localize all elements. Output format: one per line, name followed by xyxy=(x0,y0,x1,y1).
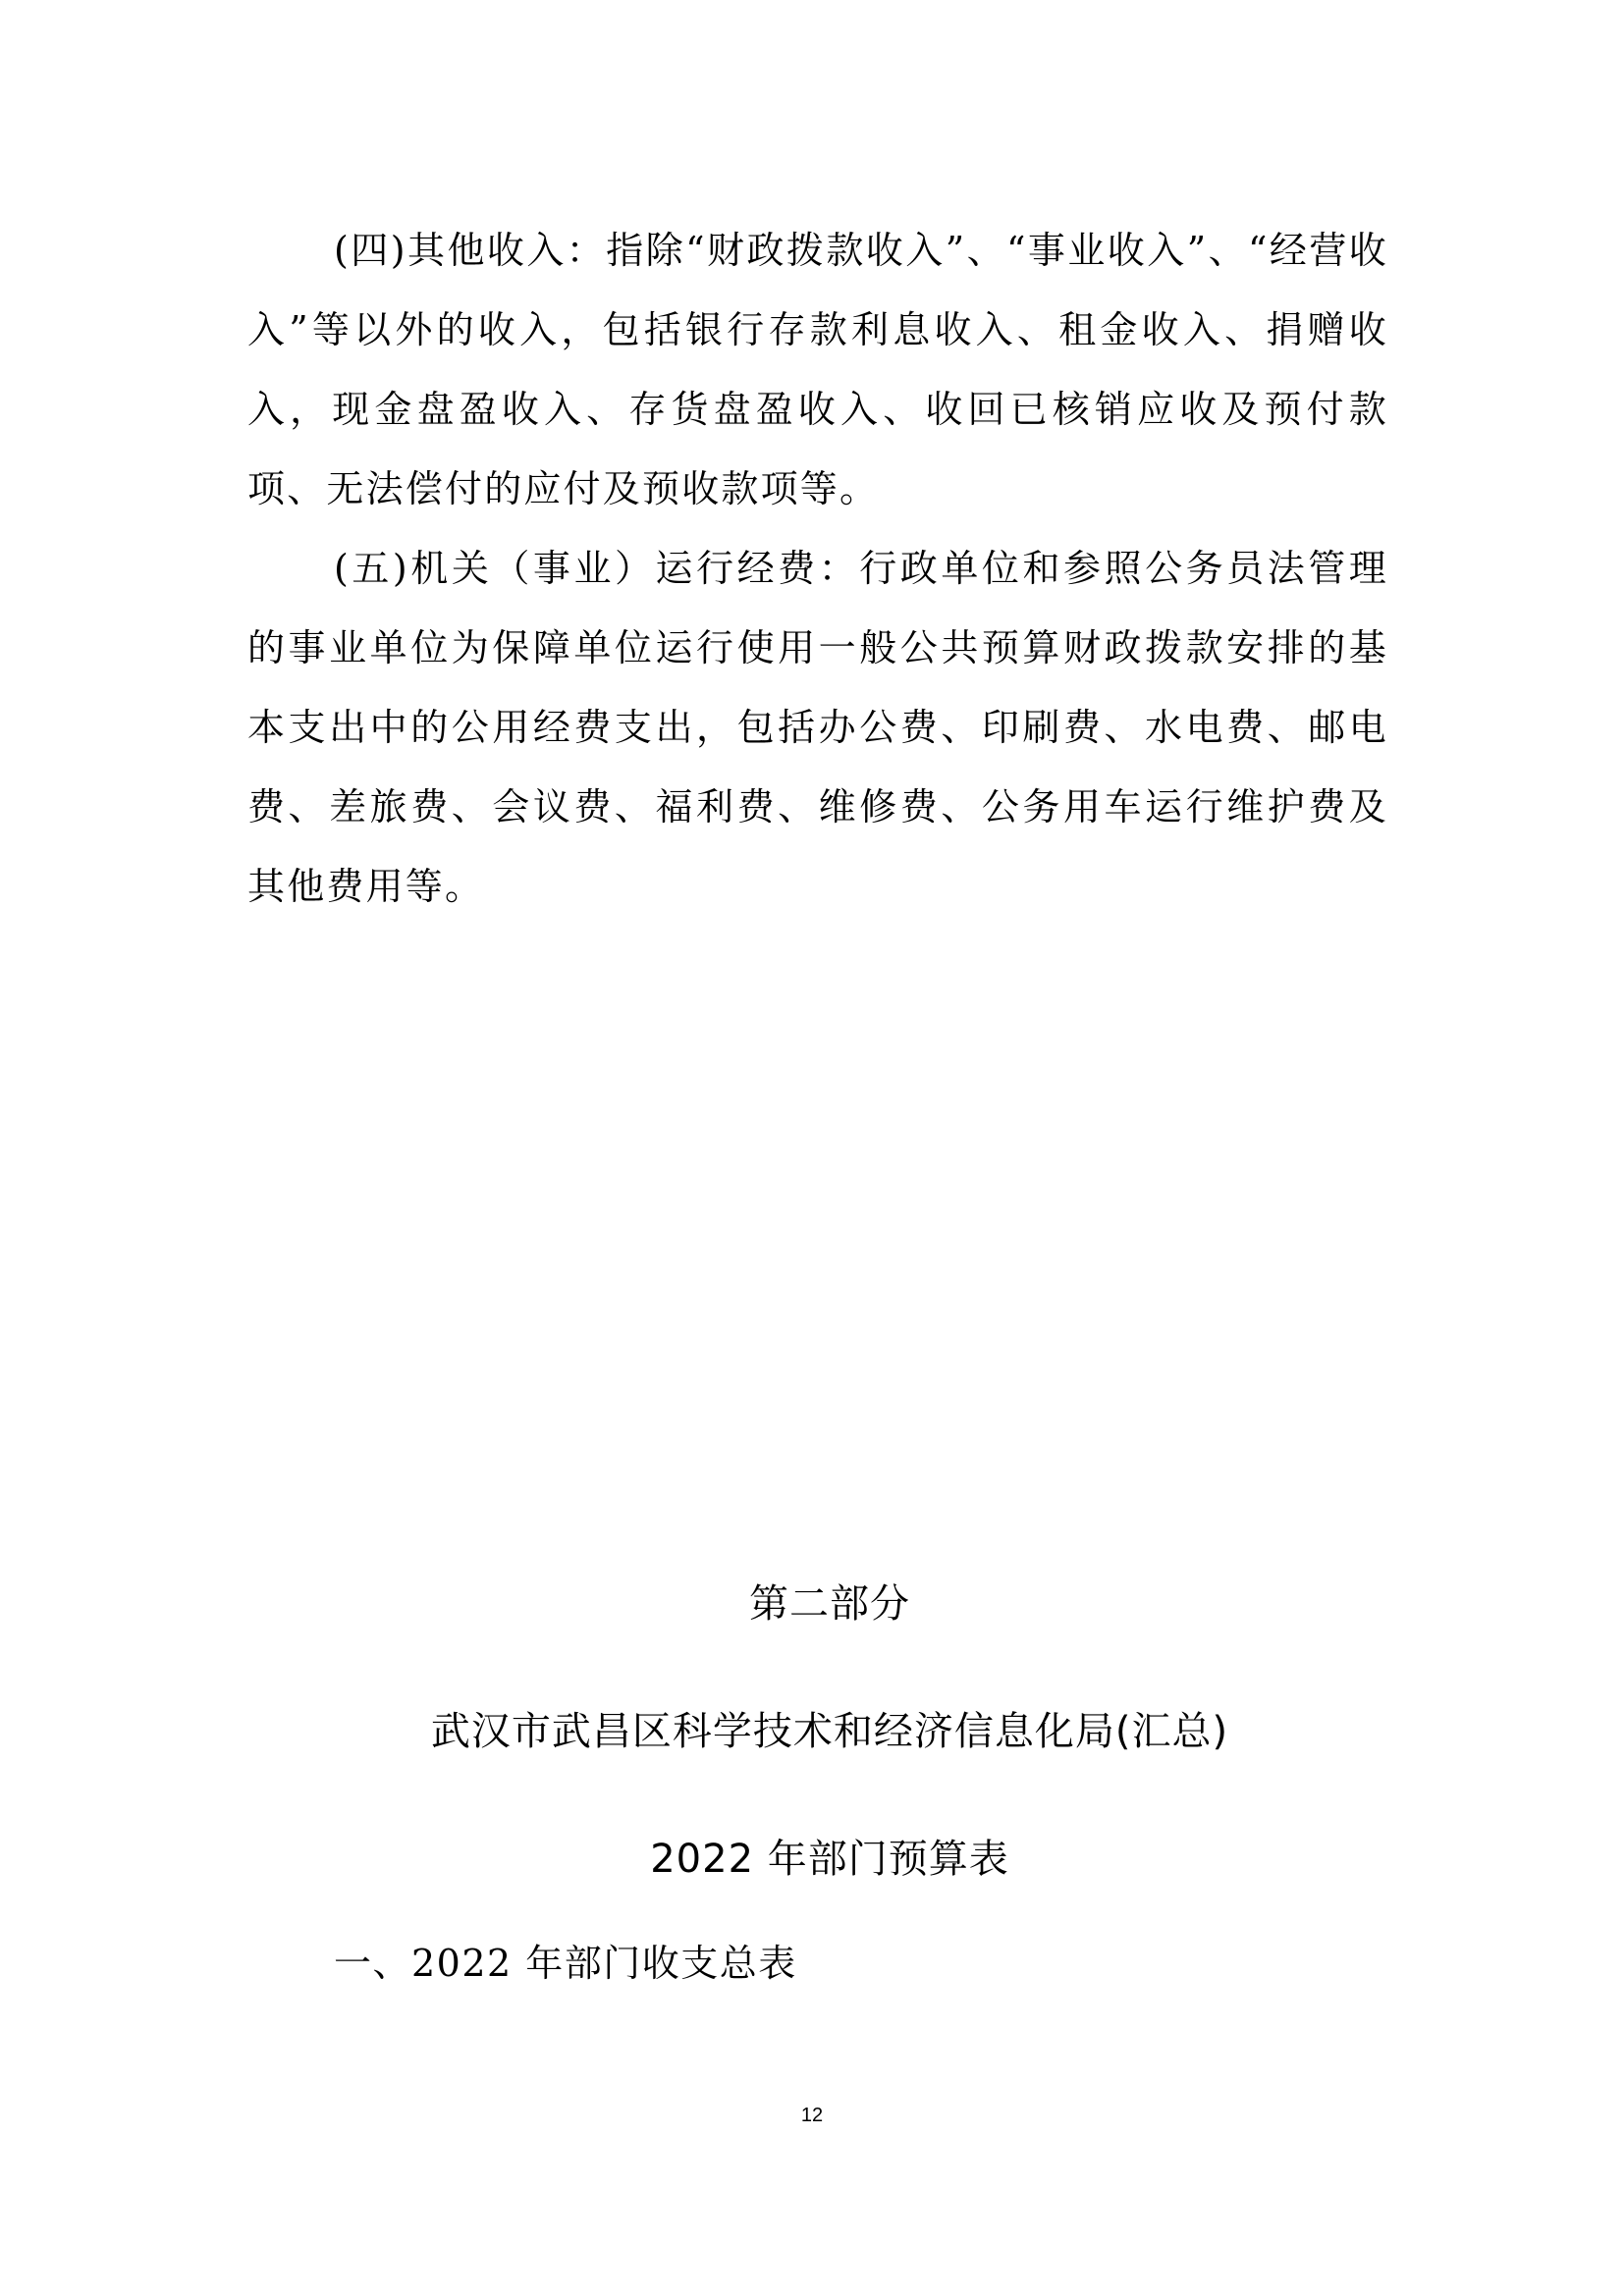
department-heading: 武汉市武昌区科学技术和经济信息化局(汇总) xyxy=(430,1709,1229,1754)
part-heading: 第二部分 xyxy=(749,1581,910,1627)
paragraph-other-income: (四)其他收入：指除“财政拨款收入”、“事业收入”、“经营收入”等以外的收入，包括银行存款利息收入、租金收入、捐赠收入，现金盘盈收入、存货盘盈收入、收回已核销应收及预付款项、无法偿付的应付及预收款项等。 xyxy=(247,229,1388,510)
paragraph-operating-expenses: (五)机关（事业）运行经费：行政单位和参照公务员法管理的事业单位为保障单位运行使用一般公共预算财政拨款安排的基本支出中的公用经费支出，包括办公费、印刷费、水电费、邮电费、差旅费、会议费、福利费、维修费、公务用车运行维护费及其他费用等。 xyxy=(247,547,1388,908)
page-number: 12 xyxy=(800,2105,824,2126)
year-heading: 2022 年部门预算表 xyxy=(650,1837,1009,1882)
section-title: 一、2022 年部门收支总表 xyxy=(334,1942,797,1985)
